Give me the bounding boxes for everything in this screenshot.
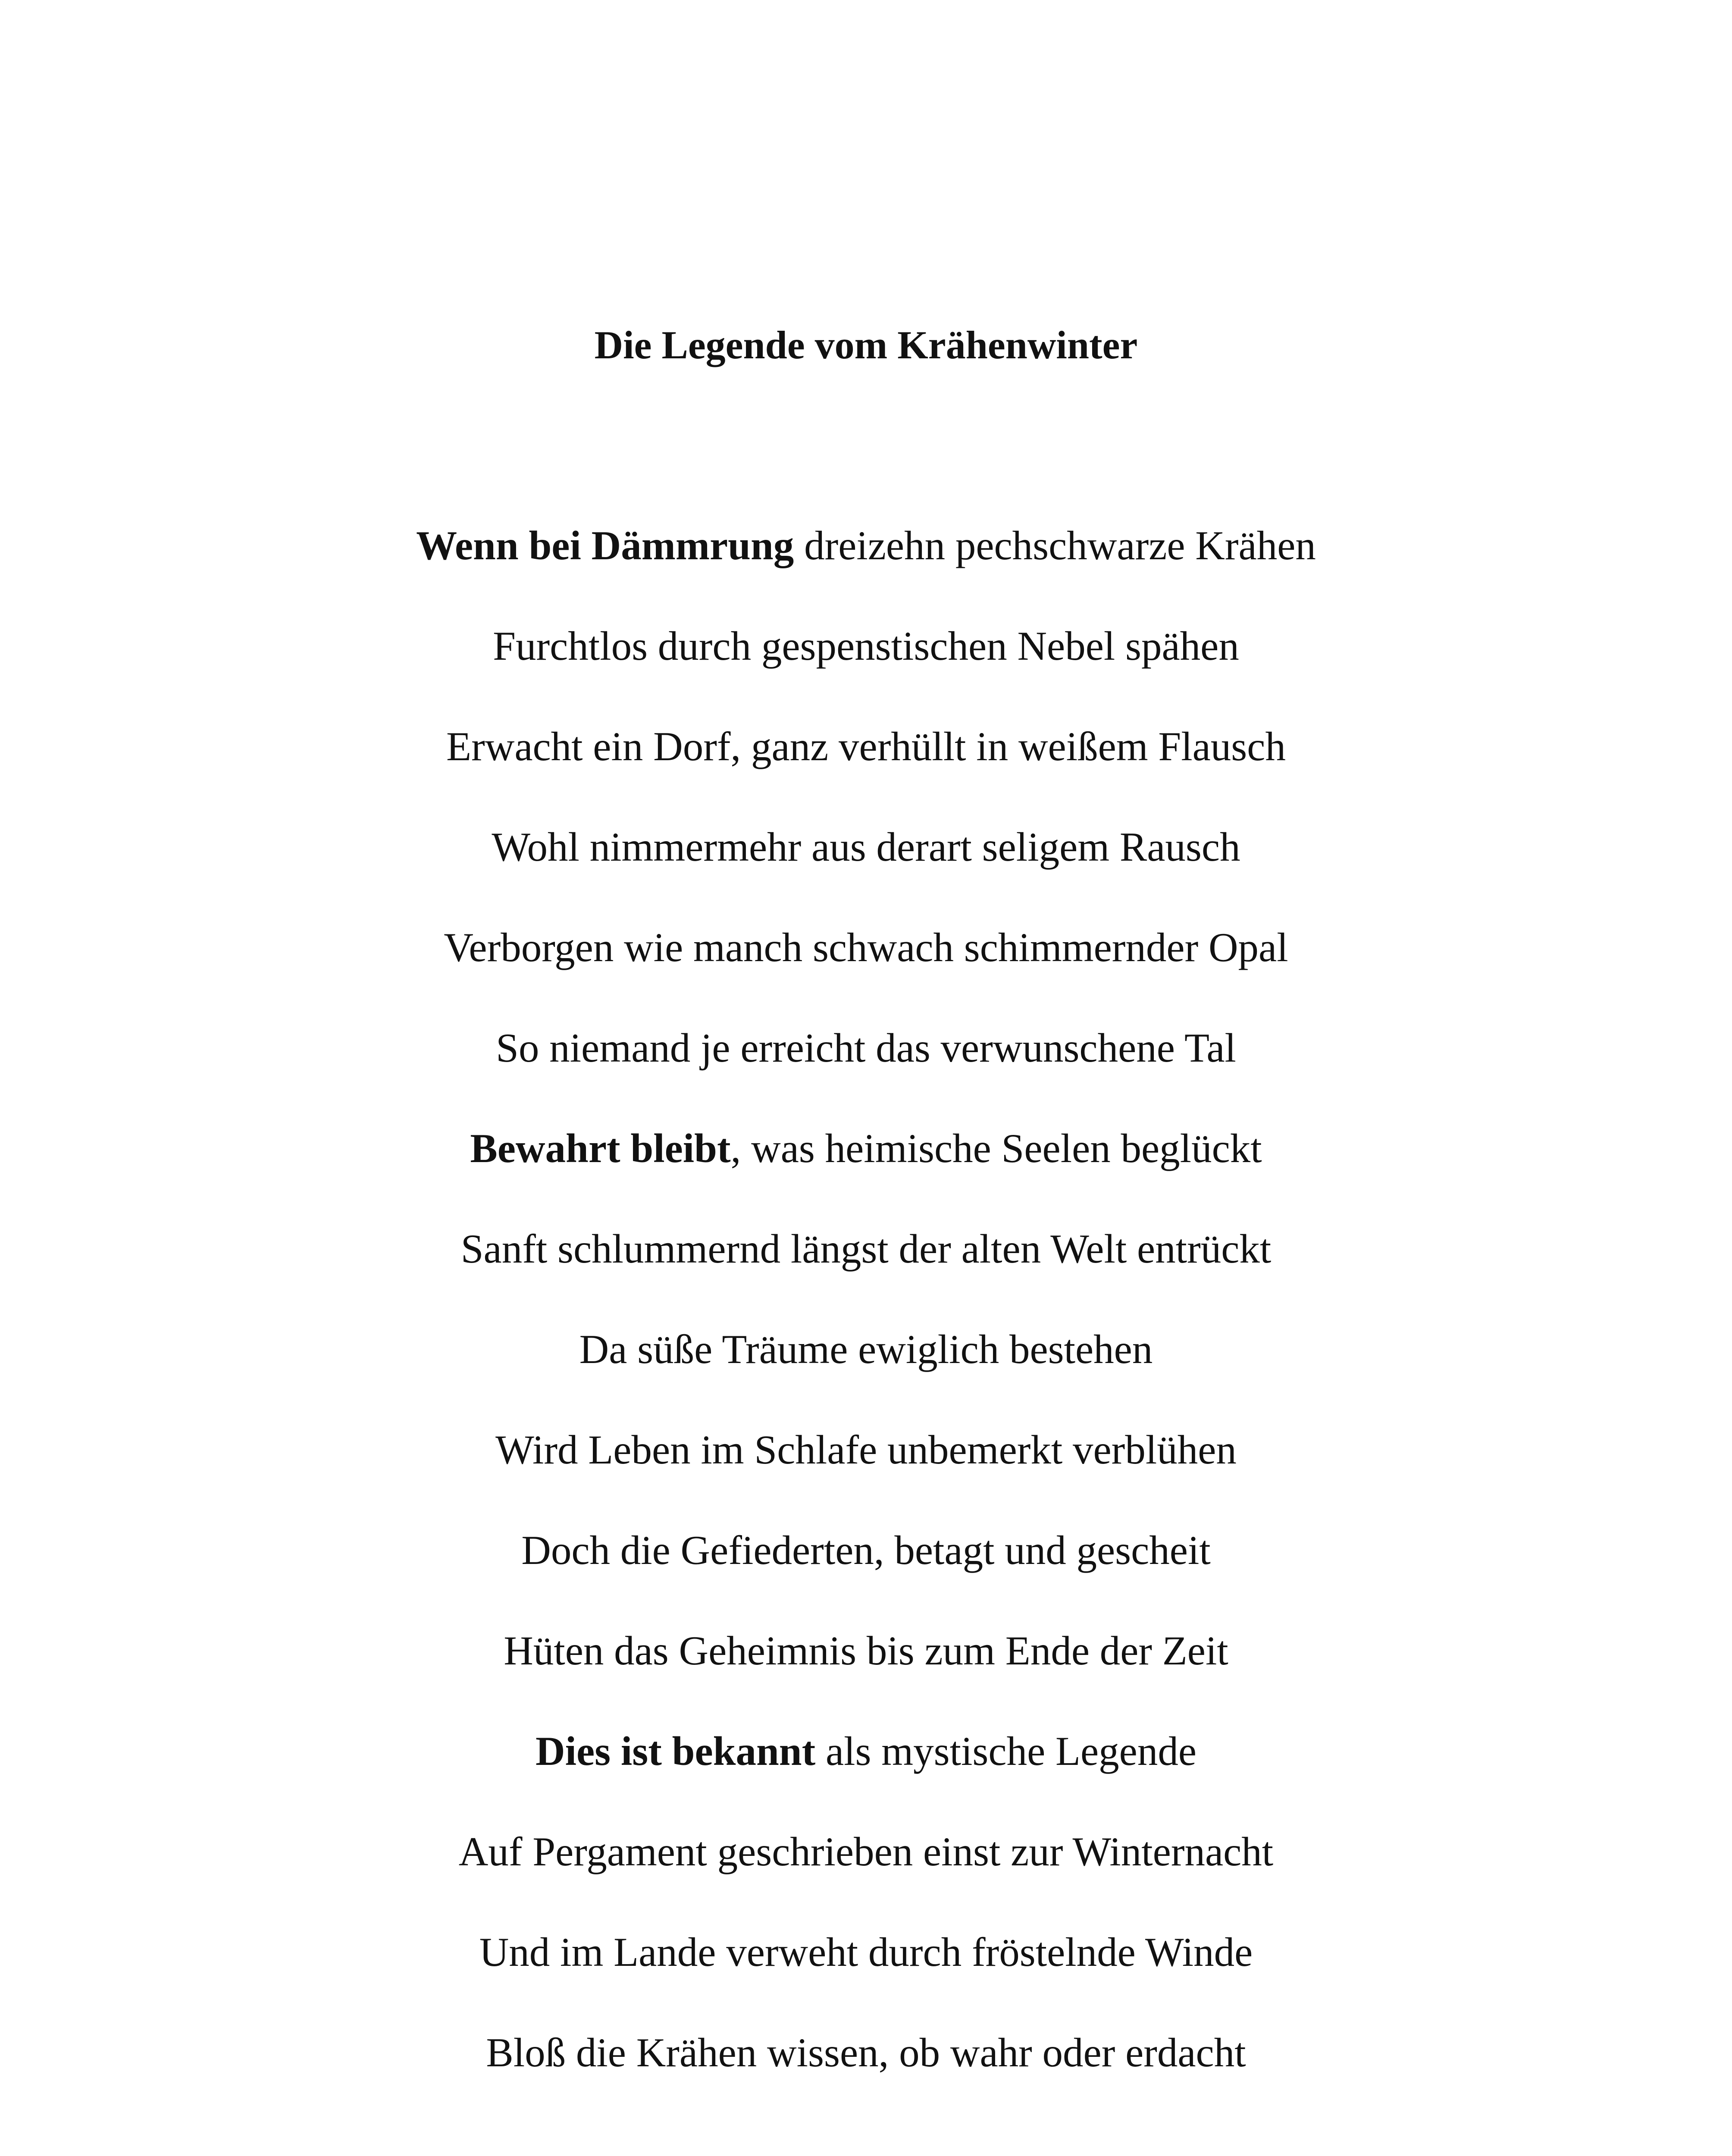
poem-line-text: Und im Lande verweht durch fröstelnde Winde xyxy=(479,1929,1253,1975)
poem-line-emphasis: Bewahrt bleibt xyxy=(470,1125,731,1171)
poem-line-text: Furchtlos durch gespenstischen Nebel spähen xyxy=(493,623,1239,669)
poem-line-text: als mystische Legende xyxy=(815,1728,1197,1774)
poem-line xyxy=(0,515,1732,616)
poem-line-text: Hüten das Geheimnis bis zum Ende der Zeit xyxy=(504,1628,1228,1673)
poem-line-emphasis: Dies ist bekannt xyxy=(535,1728,816,1774)
poem-line-emphasis: Wenn bei Dämmrung xyxy=(416,523,794,568)
poem-line xyxy=(0,917,1732,1018)
poem-line-text: Erwacht ein Dorf, ganz verhüllt in weißem Flausch xyxy=(446,724,1286,769)
poem-line xyxy=(0,817,1732,917)
poem-title: Die Legende vom Krähenwinter xyxy=(594,323,1138,367)
poem-line-text: Doch die Gefiederten, betagt und gescheit xyxy=(521,1527,1211,1573)
poem-line xyxy=(0,1721,1732,1821)
poem-line xyxy=(0,1420,1732,1520)
poem-line-text: Bloß die Krähen wissen, ob wahr oder erdacht xyxy=(486,2030,1246,2075)
poem-line xyxy=(0,1319,1732,1420)
poem-line-text: Sanft schlummernd längst der alten Welt entrückt xyxy=(460,1226,1272,1272)
poem-line xyxy=(0,1922,1732,2022)
poem-line-text: So niemand je erreicht das verwunschene Tal xyxy=(496,1025,1236,1071)
poem-line-text: dreizehn pechschwarze Krähen xyxy=(794,523,1316,568)
poem-line-text: Auf Pergament geschrieben einst zur Winternacht xyxy=(458,1829,1274,1874)
poem-line xyxy=(0,616,1732,716)
poem-line-text: , was heimische Seelen beglückt xyxy=(730,1125,1262,1171)
poem-line xyxy=(0,1219,1732,1319)
poem-line xyxy=(0,1018,1732,1118)
poem-line-text: Da süße Träume ewiglich bestehen xyxy=(579,1326,1153,1372)
poem-line-text: Wird Leben im Schlafe unbemerkt verblühen xyxy=(495,1427,1237,1473)
poem-line xyxy=(0,1620,1732,1721)
poem-body xyxy=(0,515,1732,2123)
poem-line xyxy=(0,2022,1732,2123)
poem-line xyxy=(0,1821,1732,1922)
poem-line xyxy=(0,1118,1732,1219)
poem-line-text: Verborgen wie manch schwach schimmernder Opal xyxy=(444,924,1288,970)
poem-line xyxy=(0,1520,1732,1620)
poem-line-text: Wohl nimmermehr aus derart seligem Rausch xyxy=(492,824,1240,870)
poem-line xyxy=(0,716,1732,817)
